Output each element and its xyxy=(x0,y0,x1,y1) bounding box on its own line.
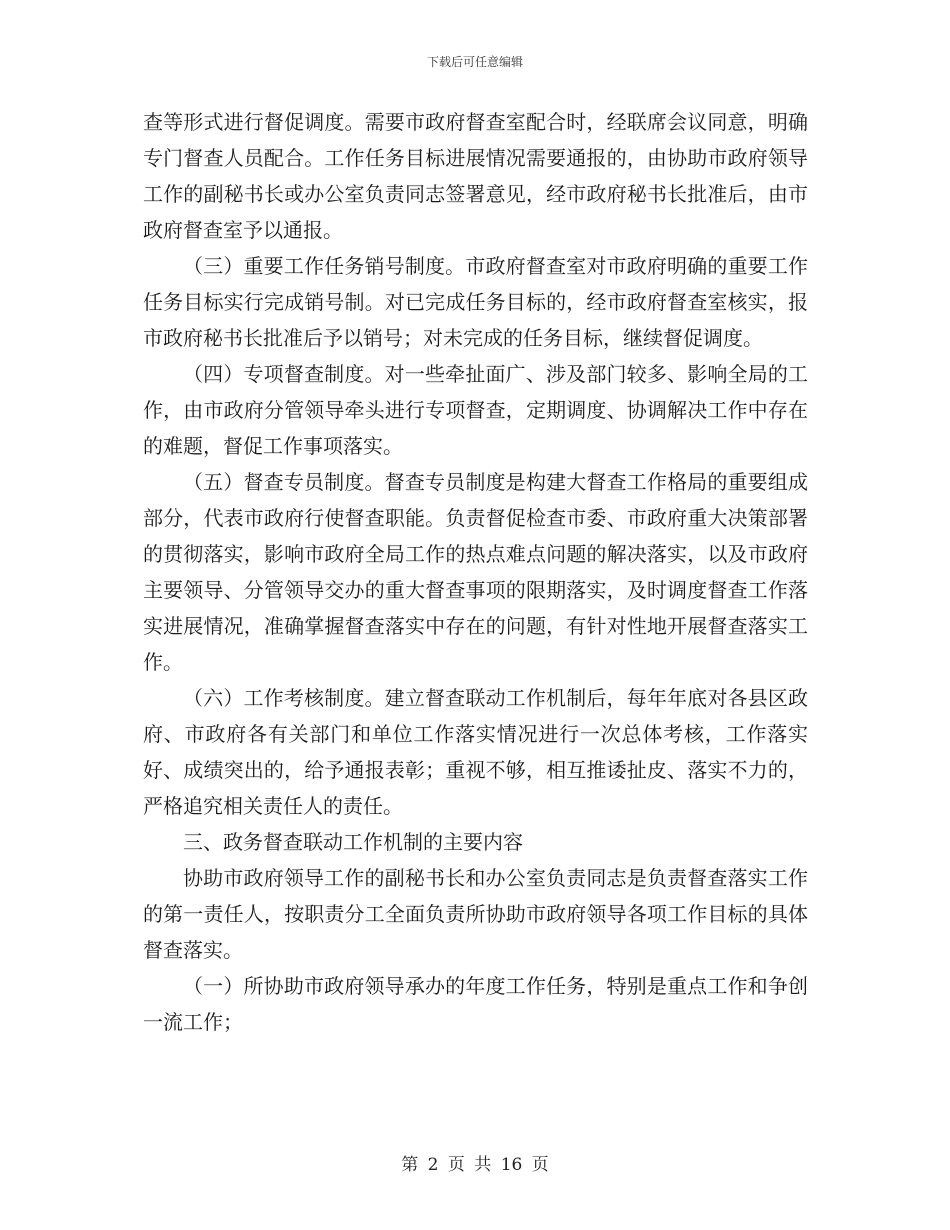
paragraph-3: （四）专项督查制度。对一些牵扯面广、涉及部门较多、影响全局的工作，由市政府分管领导牵头进行专项督查，定期调度、协调解决工作中存在的难题，督促工作事项落实。 xyxy=(143,362,808,458)
page-header: 下载后可任意编辑 xyxy=(426,55,523,69)
section-heading: 三、政务督查联动工作机制的主要内容 xyxy=(183,830,523,854)
page-number: 第 2 页 共 16 页 xyxy=(401,1155,549,1175)
paragraph-5: （六）工作考核制度。建立督查联动工作机制后，每年年底对各县区政府、市政府各有关部门和单位工作落实情况进行一次总体考核，工作落实好、成绩突出的，给予通报表彰；重视不够，相互推诿扯皮、落实不力的，严格追究相关责任人的责任。 xyxy=(143,686,808,818)
paragraph-2: （三）重要工作任务销号制度。市政府督查室对市政府明确的重要工作任务目标实行完成销号制。对已完成任务目标的，经市政府督查室核实，报市政府秘书长批准后予以销号；对未完成的任务目标，继续督促调度。 xyxy=(143,254,808,350)
paragraph-1: 查等形式进行督促调度。需要市政府督查室配合时，经联席会议同意，明确专门督查人员配合。工作任务目标进展情况需要通报的，由协助市政府领导工作的副秘书长或办公室负责同志签署意见，经市政府秘书长批准后，由市政府督查室予以通报。 xyxy=(143,110,808,242)
paragraph-8: （一）所协助市政府领导承办的年度工作任务，特别是重点工作和争创一流工作； xyxy=(143,974,808,1034)
document-body xyxy=(143,104,808,1040)
paragraph-7: 协助市政府领导工作的副秘书长和办公室负责同志是负责督查落实工作的第一责任人，按职责分工全面负责所协助市政府领导各项工作目标的具体督查落实。 xyxy=(143,866,808,962)
paragraph-4: （五）督查专员制度。督查专员制度是构建大督查工作格局的重要组成部分，代表市政府行使督查职能。负责督促检查市委、市政府重大决策部署的贯彻落实，影响市政府全局工作的热点难点问题的解决落实，以及市政府主要领导、分管领导交办的重大督查事项的限期落实，及时调度督查工作落实进展情况，准确掌握督查落实中存在的问题，有针对性地开展督查落实工作。 xyxy=(143,470,808,674)
